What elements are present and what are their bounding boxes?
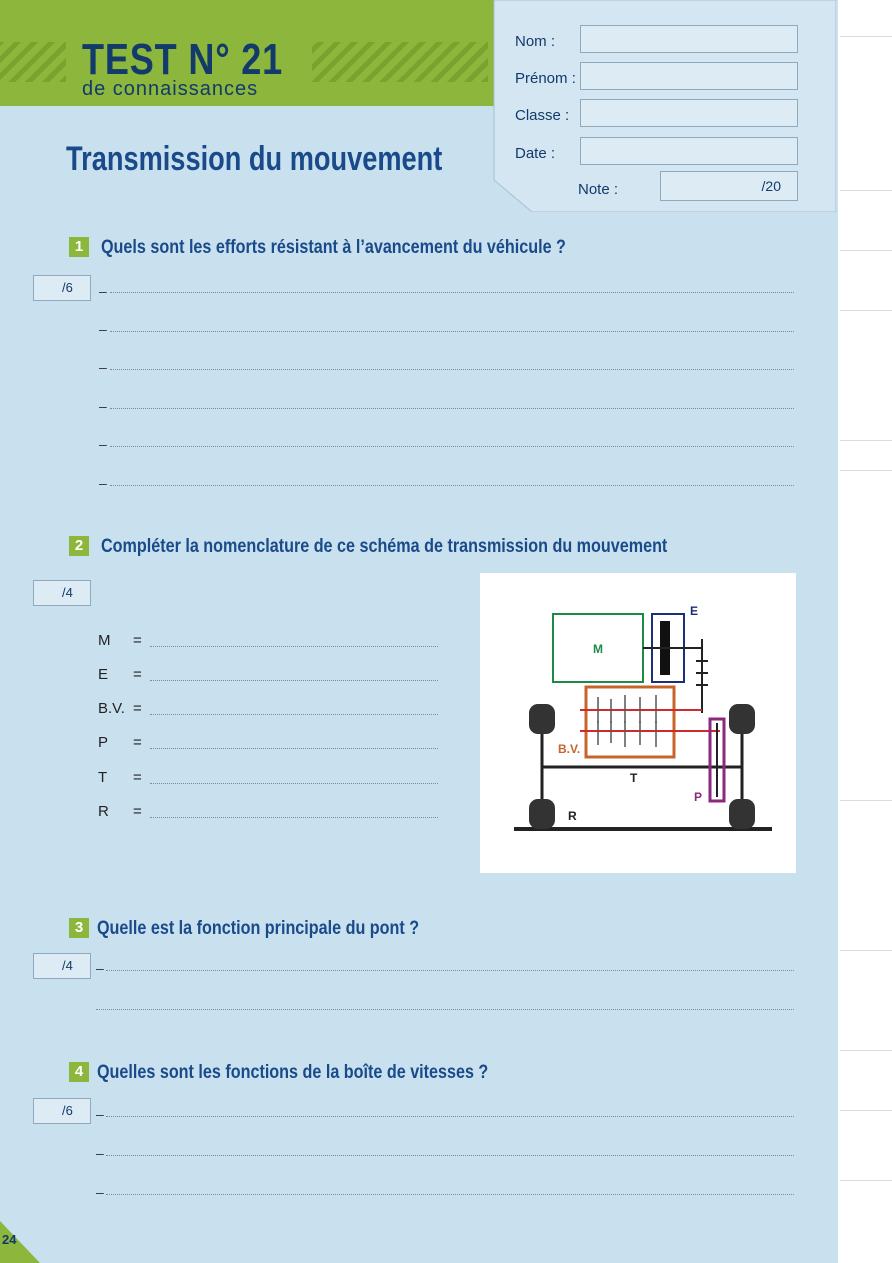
question-4-number: 4 [69, 1062, 89, 1082]
question-2-text: Compléter la nomenclature de ce schéma de transmission du mouvement [101, 536, 668, 557]
answer-line-q1-1[interactable] [110, 292, 794, 293]
clutch-label: E [690, 604, 699, 618]
answer-line-q4-1[interactable] [106, 1116, 794, 1117]
axle-label: T [630, 771, 638, 785]
nomenclature-equals: = [133, 632, 142, 649]
question-3-number: 3 [69, 918, 89, 938]
page-number: 24 [2, 1232, 17, 1247]
transmission-diagram [480, 573, 796, 873]
answer-dash: – [99, 321, 107, 337]
answer-line-q3-2[interactable] [96, 1009, 794, 1010]
wheel-front-right [729, 704, 755, 734]
nomenclature-line-m[interactable] [150, 646, 438, 647]
question-1-text: Quels sont les efforts résistant à l’avancement du véhicule ? [101, 237, 566, 258]
test-subtitle: de connaissances [82, 78, 259, 100]
question-3-text: Quelle est la fonction principale du pont ? [97, 918, 420, 939]
answer-dash: – [99, 359, 107, 375]
answer-dash: – [99, 398, 107, 414]
nomenclature-label-m: M [98, 632, 111, 649]
question-1-number: 1 [69, 237, 89, 257]
note-out-of: /20 [761, 178, 781, 194]
motor-label: M [593, 642, 603, 656]
header-stripes-right [312, 42, 488, 82]
wheel-rear-left [529, 799, 555, 829]
nomenclature-label-r: R [98, 803, 109, 820]
answer-line-q3-1[interactable] [106, 970, 794, 971]
answer-dash: – [96, 1106, 104, 1122]
nom-field[interactable] [580, 25, 798, 53]
wheel-label: R [568, 809, 577, 823]
nomenclature-label-p: P [98, 734, 109, 751]
nomenclature-label-t: T [98, 769, 108, 786]
note-label: Note : [578, 181, 619, 198]
question-2-score[interactable]: /4 [33, 580, 91, 606]
answer-line-q1-2[interactable] [110, 331, 794, 332]
gear-set [598, 695, 656, 747]
note-field[interactable] [660, 171, 798, 201]
answer-dash: – [96, 960, 104, 976]
nomenclature-line-r[interactable] [150, 817, 438, 818]
answer-line-q1-3[interactable] [110, 369, 794, 370]
nom-label: Nom : [515, 33, 556, 50]
nomenclature-label-e: E [98, 666, 109, 683]
nomenclature-equals: = [133, 769, 142, 786]
test-title: TEST N° 21 [82, 35, 284, 84]
nomenclature-equals: = [133, 734, 142, 751]
question-4-text: Quelles sont les fonctions de la boîte de vitesses ? [97, 1062, 489, 1083]
answer-line-q1-6[interactable] [110, 485, 794, 486]
answer-line-q1-5[interactable] [110, 446, 794, 447]
wheel-front-left [529, 704, 555, 734]
answer-line-q4-3[interactable] [106, 1194, 794, 1195]
gearbox-label: B.V. [558, 742, 581, 756]
classe-field[interactable] [580, 99, 798, 127]
answer-line-q1-4[interactable] [110, 408, 794, 409]
nomenclature-equals: = [133, 666, 142, 683]
header-stripes-left [0, 42, 66, 82]
page-title: Transmission du mouvement [66, 140, 443, 178]
answer-line-q4-2[interactable] [106, 1155, 794, 1156]
prenom-field[interactable] [580, 62, 798, 90]
classe-label: Classe : [515, 107, 570, 124]
nomenclature-line-e[interactable] [150, 680, 438, 681]
question-2-number: 2 [69, 536, 89, 556]
answer-dash: – [96, 1184, 104, 1200]
question-4-score[interactable]: /6 [33, 1098, 91, 1124]
answer-dash: – [96, 1145, 104, 1161]
answer-dash: – [99, 436, 107, 452]
nomenclature-line-t[interactable] [150, 783, 438, 784]
date-label: Date : [515, 145, 556, 162]
question-1-score[interactable]: /6 [33, 275, 91, 301]
date-field[interactable] [580, 137, 798, 165]
prenom-label: Prénom : [515, 70, 576, 87]
nomenclature-line-p[interactable] [150, 748, 438, 749]
nomenclature-line-bv[interactable] [150, 714, 438, 715]
question-3-score[interactable]: /4 [33, 953, 91, 979]
nomenclature-label-bv: B.V. [98, 700, 125, 717]
answer-dash: – [99, 283, 107, 299]
answer-dash: – [99, 475, 107, 491]
wheel-rear-right [729, 799, 755, 829]
nomenclature-equals: = [133, 700, 142, 717]
nomenclature-equals: = [133, 803, 142, 820]
transmission-schematic [480, 573, 796, 873]
gearbox-box [586, 687, 674, 757]
differential-label: P [694, 790, 703, 804]
